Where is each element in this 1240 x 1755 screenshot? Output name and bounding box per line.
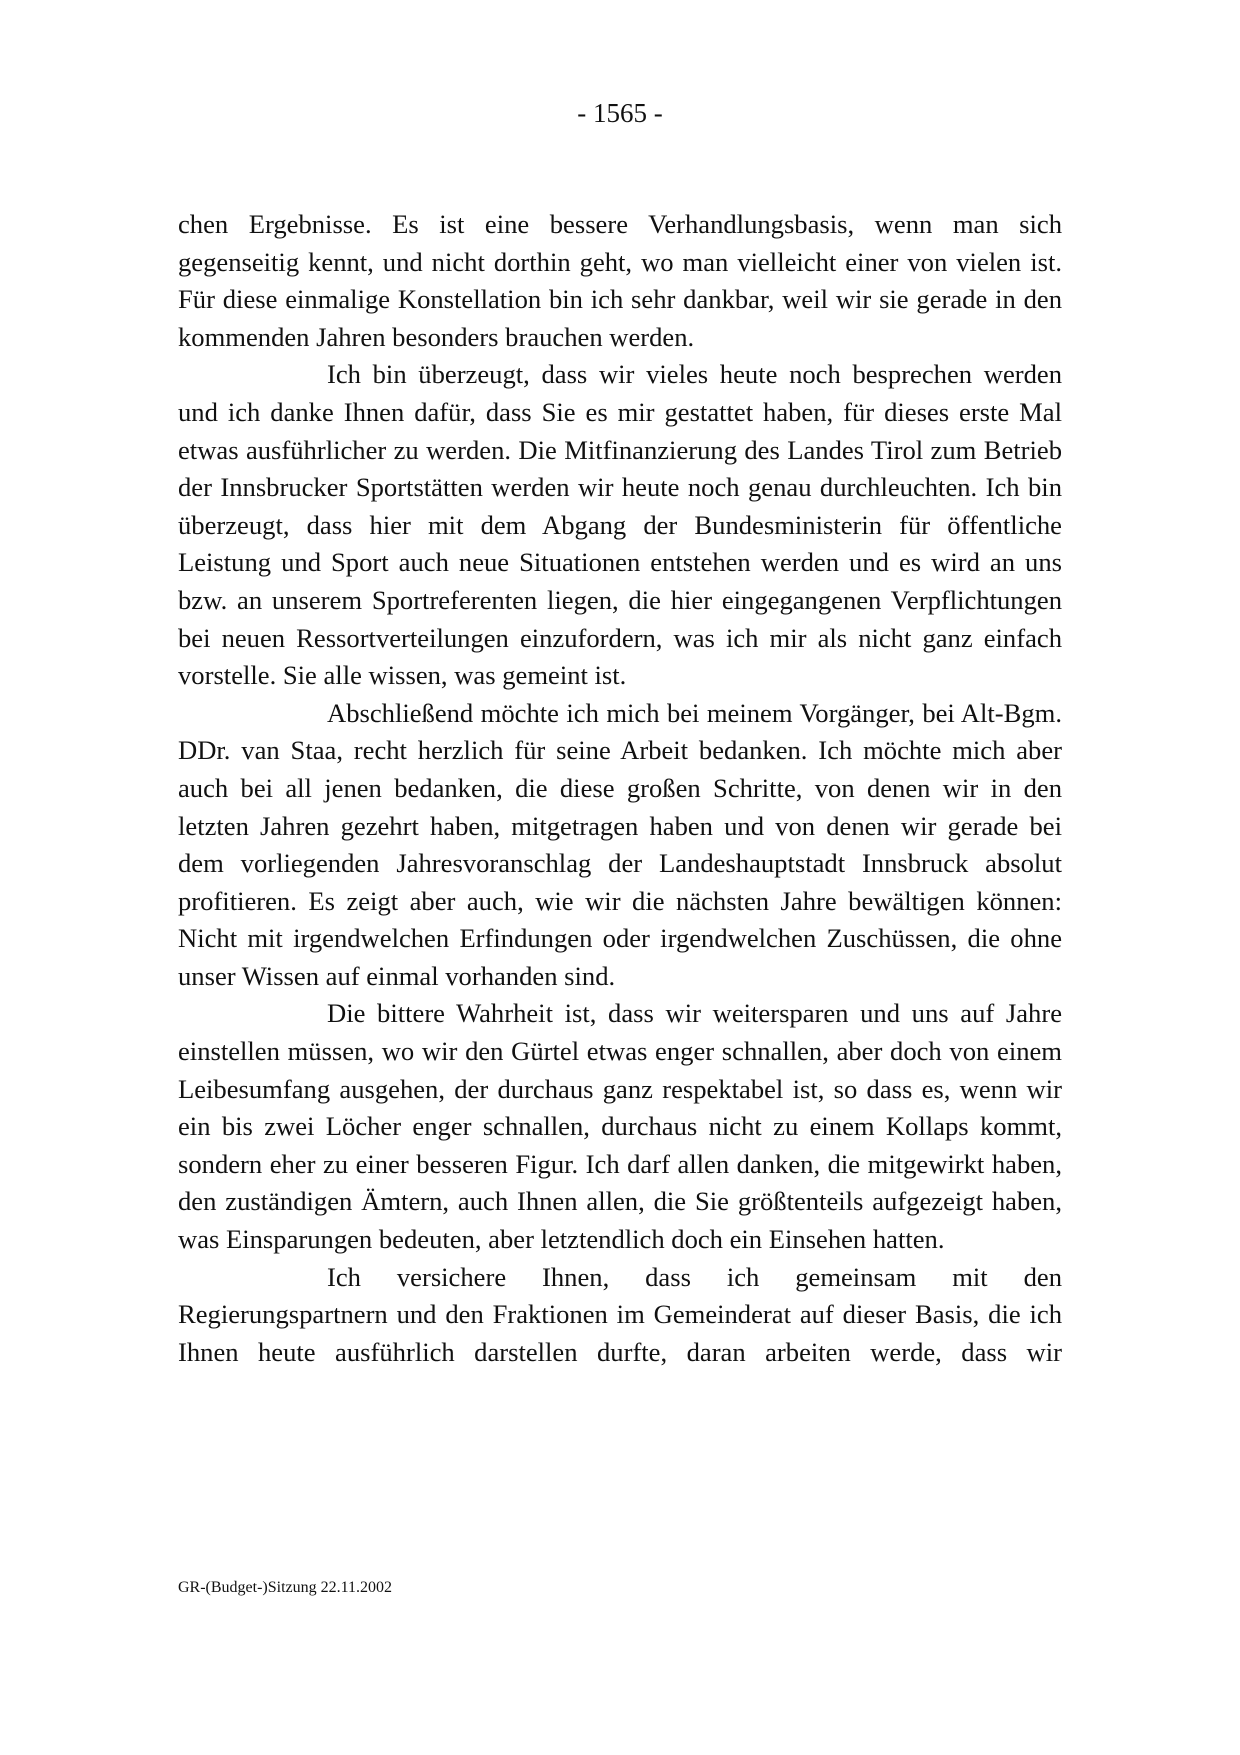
paragraph: Ich bin überzeugt, dass wir vieles heute noch besprechen werden und ich danke Ihnen dafür, dass Sie es mir gestattet haben, für dieses erste Mal etwas ausführlicher zu werden. Die Mitfinanzierung des Landes Tirol zum Betrieb der Innsbrucker Sportstätten werden wir heute noch genau durchleuchten. Ich bin überzeugt, dass hier mit dem Abgang der Bundesministerin für öffentliche Leistung und Sport auch neue Situationen entstehen werden und es wird an uns bzw. an unserem Sportreferenten liegen, die hier eingegangenen Verpflichtungen bei neuen Ressortverteilungen einzufordern, was ich mir als nicht ganz einfach vorstelle. Sie alle wissen, was gemeint ist. (178, 359, 1062, 691)
body-text (178, 206, 1062, 1371)
paragraph: Abschließend möchte ich mich bei meinem Vorgänger, bei Alt-Bgm. DDr. van Staa, recht herzlich für seine Arbeit bedanken. Ich möchte mich aber auch bei all jenen bedanken, die diese großen Schritte, von denen wir in den letzten Jahren gezehrt haben, mitgetragen haben und von denen wir gerade bei dem vorliegenden Jahresvoranschlag der Landeshauptstadt Innsbruck absolut profitieren. Es zeigt aber auch, wie wir die nächsten Jahre bewältigen können: Nicht mit irgendwelchen Erfindungen oder irgendwelchen Zuschüssen, die ohne unser Wissen auf einmal vorhanden sind. (178, 697, 1062, 991)
paragraph-continuation: chen Ergebnisse. Es ist eine bessere Verhandlungsbasis, wenn man sich gegenseitig kennt, und nicht dorthin geht, wo man vielleicht einer von vielen ist. Für diese einmalige Konstellation bin ich sehr dankbar, weil wir sie gerade in den kommenden Jahren besonders brauchen werden. (178, 209, 1062, 352)
paragraph: Ich versichere Ihnen, dass ich gemeinsam mit den Regierungspartnern und den Fraktionen im Gemeinderat auf dieser Basis, die ich Ihnen heute ausführlich darstellen durfte, daran arbeiten werde, dass wir (178, 1261, 1062, 1367)
page-number: - 1565 - (577, 98, 663, 128)
footer-session-info: GR-(Budget-)Sitzung 22.11.2002 (178, 1579, 393, 1596)
paragraph: Die bittere Wahrheit ist, dass wir weitersparen und uns auf Jahre einstellen müssen, wo wir den Gürtel etwas enger schnallen, aber doch von einem Leibesumfang ausgehen, der durchaus ganz respektabel ist, so dass es, wenn wir ein bis zwei Löcher enger schnallen, durchaus nicht zu einem Kollaps kommt, sondern eher zu einer besseren Figur. Ich darf allen danken, die mitgewirkt haben, den zuständigen Ämtern, auch Ihnen allen, die Sie größtenteils aufgezeigt haben, was Einsparungen bedeuten, aber letztendlich doch ein Einsehen hatten. (178, 998, 1062, 1255)
